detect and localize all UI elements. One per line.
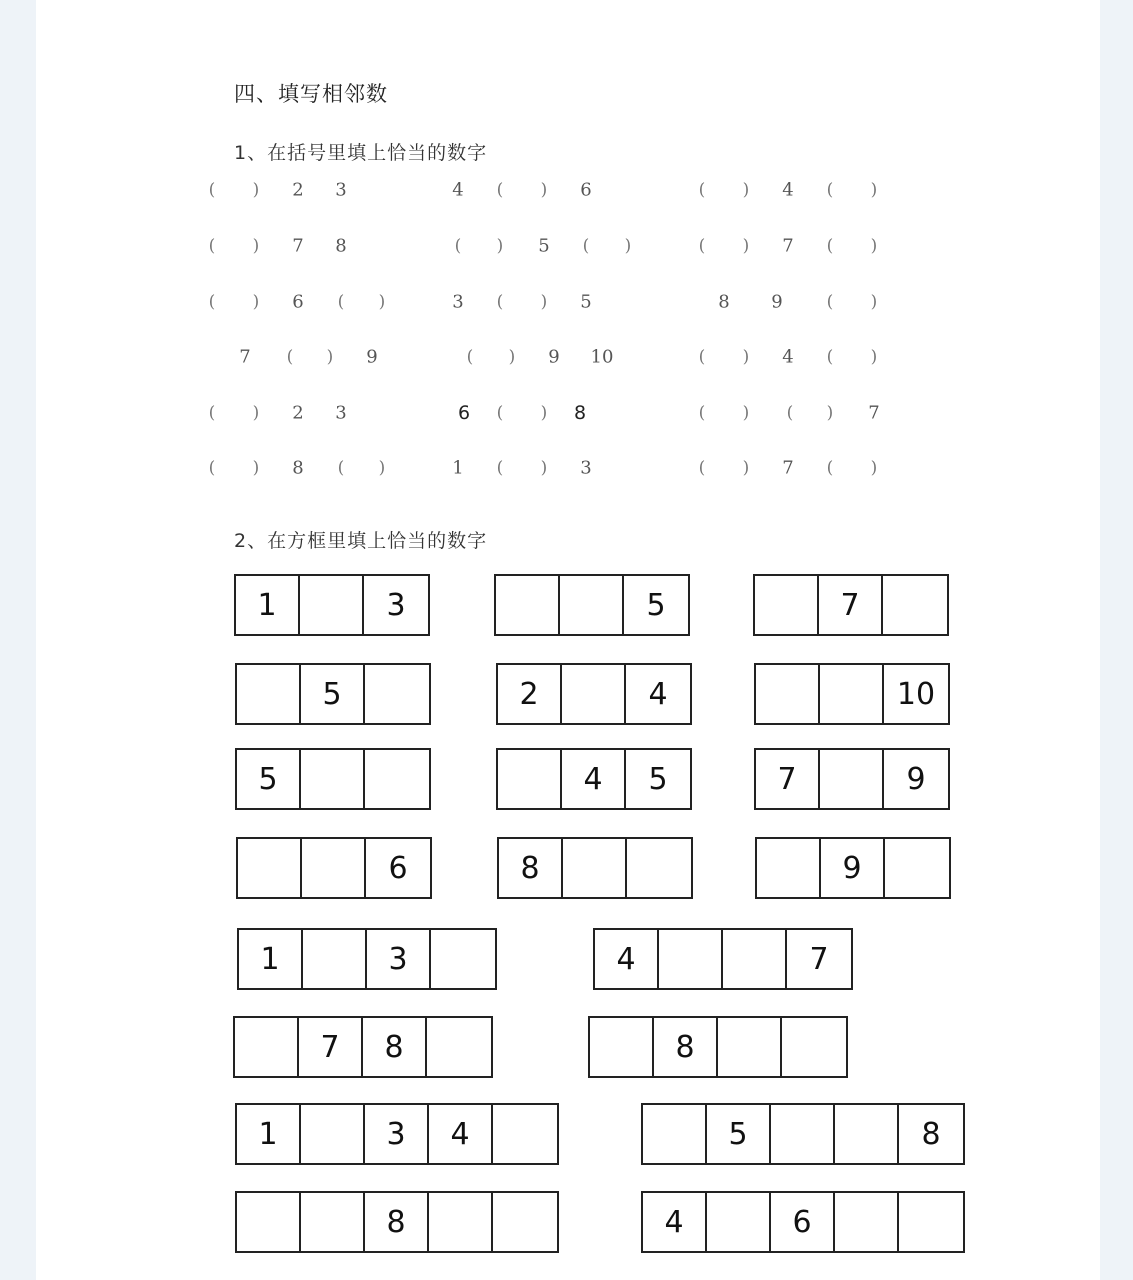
blank-parenthesis: ) — [496, 236, 504, 256]
number-box-group — [235, 1191, 559, 1253]
empty-answer-box[interactable] — [590, 1018, 654, 1076]
number-label: 6 — [457, 402, 471, 424]
part1-title: 1、在括号里填上恰当的数字 — [234, 142, 488, 164]
empty-answer-box[interactable] — [238, 839, 302, 897]
empty-answer-box[interactable] — [237, 665, 301, 723]
number-label: 7 — [782, 457, 794, 479]
empty-answer-box[interactable] — [427, 1018, 491, 1076]
empty-answer-box[interactable] — [659, 930, 723, 988]
number-box: 3 — [386, 587, 406, 623]
blank-parenthesis: ( — [496, 180, 504, 200]
blank-parenthesis: ( — [208, 403, 216, 423]
number-box-group — [497, 837, 693, 899]
number-box-group — [234, 574, 430, 636]
blank-parenthesis: ) — [540, 403, 548, 423]
empty-answer-box[interactable] — [302, 839, 366, 897]
number-label: 8 — [292, 457, 304, 479]
blank-parenthesis: ) — [378, 458, 386, 478]
number-box-group — [496, 748, 692, 810]
number-box: 7 — [819, 576, 883, 634]
empty-answer-box[interactable] — [820, 665, 884, 723]
blank-parenthesis: ( — [496, 403, 504, 423]
number-box: 7 — [809, 941, 829, 977]
number-label: 3 — [335, 402, 347, 424]
empty-answer-box[interactable] — [718, 1018, 782, 1076]
blank-parenthesis: ( — [582, 236, 590, 256]
number-box-group — [236, 837, 432, 899]
empty-answer-box[interactable] — [562, 665, 626, 723]
number-label: 7 — [868, 402, 880, 424]
blank-parenthesis: ) — [742, 403, 750, 423]
empty-answer-box[interactable] — [301, 750, 365, 808]
empty-answer-box[interactable] — [563, 839, 627, 897]
blank-parenthesis: ( — [496, 458, 504, 478]
empty-answer-box[interactable] — [755, 576, 819, 634]
empty-answer-box[interactable] — [560, 576, 624, 634]
section-title: 四、填写相邻数 — [234, 82, 388, 106]
blank-parenthesis: ( — [698, 403, 706, 423]
part2-title: 2、在方框里填上恰当的数字 — [234, 530, 488, 552]
blank-parenthesis: ) — [742, 347, 750, 367]
blank-parenthesis: ( — [786, 403, 794, 423]
blank-parenthesis: ( — [826, 292, 834, 312]
number-box-group — [494, 574, 690, 636]
number-box: 2 — [498, 665, 562, 723]
empty-answer-box[interactable] — [757, 839, 821, 897]
blank-parenthesis: ) — [252, 292, 260, 312]
blank-parenthesis: ) — [870, 180, 878, 200]
number-box-group — [753, 574, 949, 636]
blank-parenthesis: ( — [496, 292, 504, 312]
blank-parenthesis: ) — [326, 347, 334, 367]
number-box: 5 — [237, 750, 301, 808]
empty-answer-box[interactable] — [429, 1193, 493, 1251]
number-box: 1 — [236, 576, 300, 634]
number-label: 6 — [292, 291, 304, 313]
number-label: 7 — [292, 235, 304, 257]
blank-parenthesis: ) — [252, 236, 260, 256]
number-box-group — [496, 663, 692, 725]
number-box-group — [233, 1016, 493, 1078]
number-box: 5 — [648, 761, 668, 797]
number-box: 8 — [921, 1116, 941, 1152]
empty-answer-box[interactable] — [820, 750, 884, 808]
number-label: 7 — [239, 346, 251, 368]
number-box: 5 — [301, 665, 365, 723]
blank-parenthesis: ) — [870, 292, 878, 312]
blank-parenthesis: ) — [870, 347, 878, 367]
number-label: 3 — [452, 291, 464, 313]
empty-answer-box[interactable] — [883, 576, 947, 634]
number-box: 9 — [821, 839, 885, 897]
number-label: 4 — [782, 179, 794, 201]
number-box-group — [588, 1016, 848, 1078]
number-box: 8 — [499, 839, 563, 897]
blank-parenthesis: ( — [698, 180, 706, 200]
blank-parenthesis: ( — [826, 236, 834, 256]
blank-parenthesis: ( — [454, 236, 462, 256]
empty-answer-box[interactable] — [431, 930, 495, 988]
empty-answer-box[interactable] — [493, 1193, 557, 1251]
empty-answer-box[interactable] — [235, 1018, 299, 1076]
blank-parenthesis: ( — [286, 347, 294, 367]
blank-parenthesis: ( — [698, 347, 706, 367]
blank-parenthesis: ) — [742, 458, 750, 478]
number-box-group — [593, 928, 853, 990]
number-box-group — [754, 663, 950, 725]
empty-answer-box[interactable] — [301, 1193, 365, 1251]
blank-parenthesis: ) — [378, 292, 386, 312]
number-box: 7 — [299, 1018, 363, 1076]
number-box: 1 — [237, 1105, 301, 1163]
empty-answer-box[interactable] — [498, 750, 562, 808]
number-label: 7 — [782, 235, 794, 257]
number-box: 8 — [365, 1193, 429, 1251]
empty-answer-box[interactable] — [303, 930, 367, 988]
blank-parenthesis: ( — [826, 347, 834, 367]
number-label: 3 — [580, 457, 592, 479]
blank-parenthesis: ) — [508, 347, 516, 367]
number-box: 4 — [429, 1105, 493, 1163]
number-box: 1 — [239, 930, 303, 988]
empty-answer-box[interactable] — [835, 1105, 899, 1163]
blank-parenthesis: ) — [540, 180, 548, 200]
blank-parenthesis: ) — [540, 458, 548, 478]
empty-answer-box[interactable] — [643, 1105, 707, 1163]
empty-answer-box[interactable] — [782, 1018, 846, 1076]
number-label: 5 — [580, 291, 592, 313]
number-box: 10 — [896, 676, 936, 712]
number-box: 8 — [363, 1018, 427, 1076]
number-box: 8 — [654, 1018, 718, 1076]
number-box: 4 — [562, 750, 626, 808]
empty-answer-box[interactable] — [627, 839, 691, 897]
empty-answer-box[interactable] — [899, 1193, 963, 1251]
empty-answer-box[interactable] — [301, 1105, 365, 1163]
number-box-group — [235, 663, 431, 725]
number-box-group — [754, 748, 950, 810]
blank-parenthesis: ) — [540, 292, 548, 312]
number-box-group — [641, 1103, 965, 1165]
number-box-group — [641, 1191, 965, 1253]
empty-answer-box[interactable] — [756, 665, 820, 723]
number-label: 4 — [452, 179, 464, 201]
blank-parenthesis: ( — [208, 458, 216, 478]
empty-answer-box[interactable] — [835, 1193, 899, 1251]
number-label: 8 — [718, 291, 730, 313]
blank-parenthesis: ) — [870, 236, 878, 256]
blank-parenthesis: ) — [742, 236, 750, 256]
empty-answer-box[interactable] — [707, 1193, 771, 1251]
blank-parenthesis: ) — [252, 458, 260, 478]
number-label: 9 — [366, 346, 378, 368]
empty-answer-box[interactable] — [365, 750, 429, 808]
blank-parenthesis: ( — [337, 292, 345, 312]
number-box-group — [235, 748, 431, 810]
worksheet-page — [36, 0, 1100, 1280]
number-box: 7 — [756, 750, 820, 808]
blank-parenthesis: ( — [208, 292, 216, 312]
number-box-group — [235, 1103, 559, 1165]
number-label: 8 — [335, 235, 347, 257]
blank-parenthesis: ( — [826, 180, 834, 200]
empty-answer-box[interactable] — [300, 576, 364, 634]
number-box: 9 — [906, 761, 926, 797]
blank-parenthesis: ( — [208, 180, 216, 200]
blank-parenthesis: ) — [624, 236, 632, 256]
blank-parenthesis: ( — [698, 236, 706, 256]
number-label: 5 — [538, 235, 550, 257]
number-box: 3 — [365, 1105, 429, 1163]
empty-answer-box[interactable] — [365, 665, 429, 723]
blank-parenthesis: ) — [742, 180, 750, 200]
blank-parenthesis: ) — [826, 403, 834, 423]
number-label: 1 — [452, 457, 464, 479]
blank-parenthesis: ( — [337, 458, 345, 478]
blank-parenthesis: ) — [252, 180, 260, 200]
blank-parenthesis: ( — [698, 458, 706, 478]
number-box: 4 — [643, 1193, 707, 1251]
number-box-group — [237, 928, 497, 990]
empty-answer-box[interactable] — [885, 839, 949, 897]
number-label: 3 — [335, 179, 347, 201]
number-label: 9 — [771, 291, 783, 313]
empty-answer-box[interactable] — [723, 930, 787, 988]
number-label: 9 — [548, 346, 560, 368]
number-label: 10 — [590, 346, 614, 368]
number-box: 6 — [771, 1193, 835, 1251]
blank-parenthesis: ) — [252, 403, 260, 423]
number-box: 4 — [595, 930, 659, 988]
blank-parenthesis: ( — [208, 236, 216, 256]
number-label: 2 — [292, 179, 304, 201]
empty-answer-box[interactable] — [496, 576, 560, 634]
number-box: 4 — [648, 676, 668, 712]
number-label: 4 — [782, 346, 794, 368]
number-box-group — [755, 837, 951, 899]
empty-answer-box[interactable] — [493, 1105, 557, 1163]
number-box: 5 — [646, 587, 666, 623]
blank-parenthesis: ) — [870, 458, 878, 478]
number-box: 3 — [367, 930, 431, 988]
blank-parenthesis: ( — [826, 458, 834, 478]
number-box: 6 — [388, 850, 408, 886]
number-label: 6 — [580, 179, 592, 201]
number-label: 8 — [573, 402, 587, 424]
number-label: 2 — [292, 402, 304, 424]
number-box: 5 — [707, 1105, 771, 1163]
empty-answer-box[interactable] — [237, 1193, 301, 1251]
blank-parenthesis: ( — [466, 347, 474, 367]
empty-answer-box[interactable] — [771, 1105, 835, 1163]
